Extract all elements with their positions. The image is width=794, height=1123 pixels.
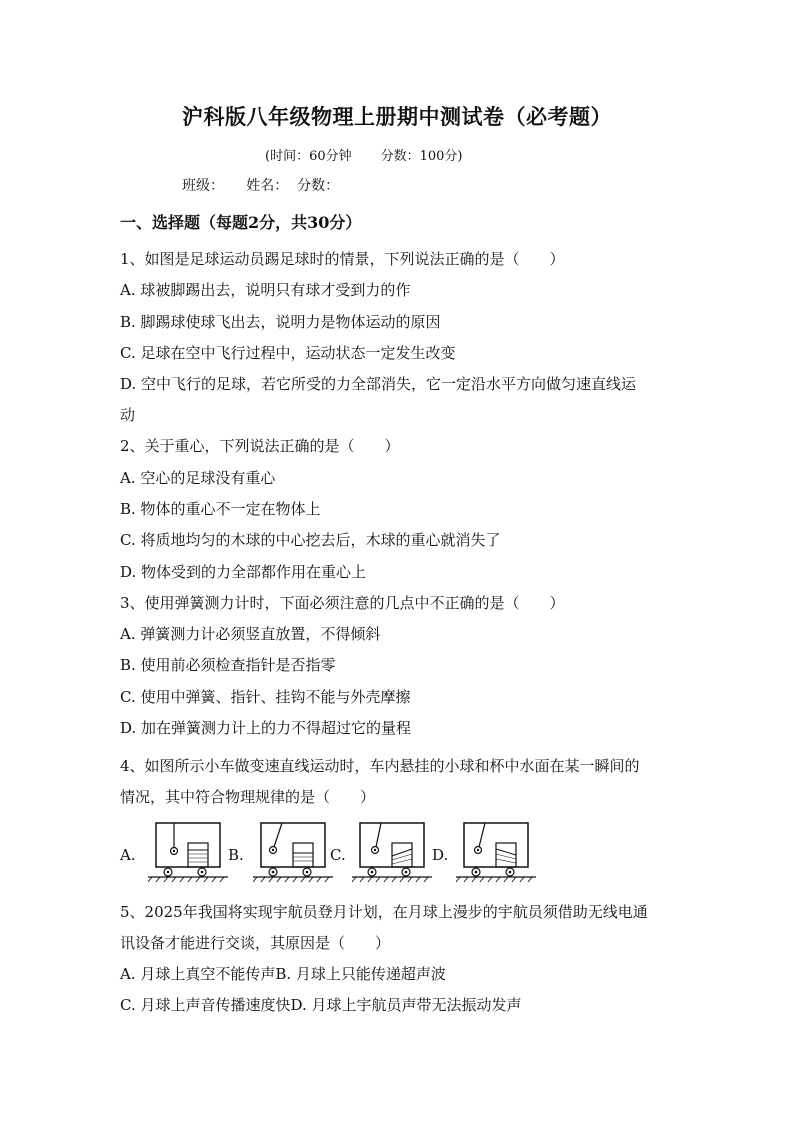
class-label: 班级： [182, 178, 224, 194]
question-1-option-a: A. 球被脚踢出去，说明只有球才受到力的作 [120, 281, 411, 299]
question-2-option-c: C. 将质地均匀的木球的中心挖去后，木球的重心就消失了 [120, 531, 501, 549]
question-3-option-a: A. 弹簧测力计必须竖直放置，不得倾斜 [120, 625, 381, 643]
page-title: 沪科版八年级物理上册期中测试卷（必考题） [182, 104, 612, 129]
question-4-stem-line1: 4、如图所示小车做变速直线运动时，车内悬挂的小球和杯中水面在某一瞬间的 [120, 757, 640, 775]
question-2-option-d: D. 物体受到的力全部都作用在重心上 [120, 563, 367, 581]
score-label: 分数： [297, 178, 340, 194]
question-1-option-d: D. 空中飞行的足球，若它所受的力全部消失，它一定沿水平方向做匀速直线运 [120, 375, 637, 393]
question-2-option-b: B. 物体的重心不一定在物体上 [120, 500, 321, 518]
question-3-option-d: D. 加在弹簧测力计上的力不得超过它的量程 [120, 719, 412, 737]
question-2-stem: 2、关于重心，下列说法正确的是（ ） [120, 437, 400, 455]
figure-label-b: B. [228, 846, 244, 864]
cart-figure-b [253, 820, 333, 886]
question-3-option-b: B. 使用前必须检查指针是否指零 [120, 656, 336, 674]
question-1-stem: 1、如图是足球运动员踢足球时的情景，下列说法正确的是（ ） [120, 250, 565, 268]
question-1-option-c: C. 足球在空中飞行过程中，运动状态一定发生改变 [120, 344, 456, 362]
figure-label-a: A. [120, 846, 136, 864]
cart-figure-d [456, 820, 536, 886]
question-3-option-c: C. 使用中弹簧、指针、挂钩不能与外壳摩擦 [120, 688, 411, 706]
name-label: 姓名： [246, 178, 289, 194]
question-3-stem: 3、使用弹簧测力计时，下面必须注意的几点中不正确的是（ ） [120, 594, 565, 612]
question-5-stem-line1: 5、2025年我国将实现宇航员登月计划，在月球上漫步的宇航员须借助无线电通 [120, 903, 648, 921]
question-5-stem-line2: 讯设备才能进行交谈，其原因是（ ） [120, 934, 391, 952]
question-1-option-b: B. 脚踢球使球飞出去，说明力是物体运动的原因 [120, 313, 441, 331]
exam-meta [265, 145, 462, 164]
question-5-option-cd: C. 月球上声音传播速度快D. 月球上宇航员声带无法振动发声 [120, 996, 522, 1014]
cart-figure-a [148, 820, 228, 886]
student-info [182, 175, 339, 195]
question-1-option-d-cont: 动 [120, 406, 136, 424]
question-4-figures [120, 820, 680, 886]
cart-figure-c [352, 820, 432, 886]
time-info: (时间：60分钟 [265, 149, 352, 164]
figure-label-d: D. [432, 846, 449, 864]
question-4-stem-line2: 情况，其中符合物理规律的是（ ） [120, 788, 376, 806]
question-2-option-a: A. 空心的足球没有重心 [120, 469, 276, 487]
question-5-option-ab: A. 月球上真空不能传声B. 月球上只能传递超声波 [120, 965, 446, 983]
score-info: 分数：100分) [380, 149, 463, 164]
section-heading: 一、选择题（每题2分，共30分） [120, 213, 362, 232]
figure-label-c: C. [330, 846, 346, 864]
